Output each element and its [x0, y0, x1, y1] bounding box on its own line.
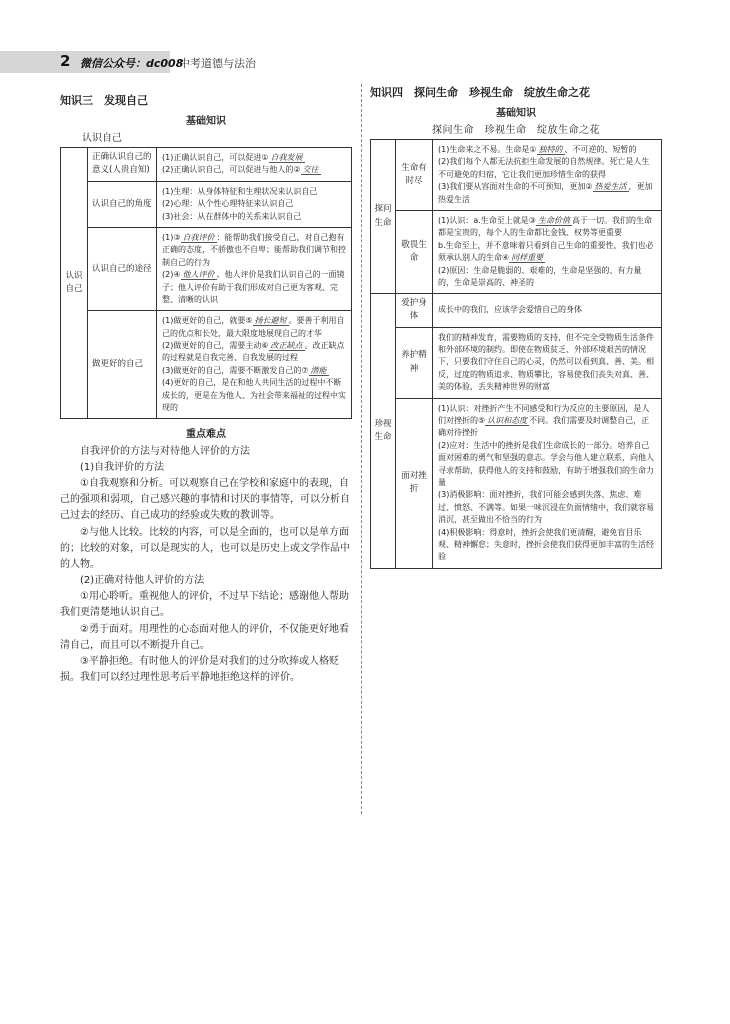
row-content — [433, 327, 662, 398]
basic-knowledge-title: 基础知识 — [496, 108, 536, 119]
content-line — [162, 164, 346, 176]
handwritten-answer: 热爱生活 — [594, 182, 627, 192]
key-paragraph: 自我评价的方法与对待他人评价的方法 — [80, 445, 250, 457]
key-paragraph: ①自我观察和分析。可以观察自己在学校和家庭中的表现，自己的强项和弱项，自己感兴趣的事情和讨厌的事情等，可以分析自己过去的经历、自己成功的经验或失败的教训等。 — [60, 477, 350, 522]
right-column — [370, 84, 662, 569]
line-text: 。要善于利用自己的优点和长处，最大限度地展现自己的才华 — [162, 316, 345, 338]
table-row — [371, 398, 662, 568]
line-text: (3)消极影响：面对挫折，我们可能会感到失落、焦虑、难过、愤怒、不满等。如果一味沉浸在负面情绪中，我们就容易消沉，甚至做出不恰当的行为 — [438, 490, 654, 525]
content-line — [438, 304, 656, 316]
row-content — [157, 148, 352, 182]
content-line — [438, 332, 656, 394]
line-text: 。改正缺点的过程就是自我完善、自我发展的过程 — [162, 341, 345, 363]
handwritten-answer: 同样重要 — [511, 253, 544, 263]
content-line — [438, 240, 656, 265]
row-content — [157, 227, 352, 310]
handwritten-answer: 自我评价 — [182, 232, 215, 242]
row-label: 正确认识自己的意义(人贵自知) — [88, 148, 157, 182]
content-line — [438, 181, 656, 206]
content-line — [162, 377, 346, 414]
line-text: 成长中的我们，应该学会爱惜自己的身体 — [438, 305, 582, 315]
line-text: 高于一切。我们的生命都是宝贵的，每个人的生命都比金钱、权势等更重要 — [438, 215, 652, 238]
handwritten-answer: 自我发展 — [270, 153, 303, 162]
handwritten-answer: 交往 — [302, 165, 319, 175]
wechat-account: 微信公众号：dc008 — [80, 57, 184, 70]
table-row — [61, 227, 352, 310]
handwritten-answer: 扬长避短 — [254, 316, 287, 326]
row-label: 认识自己的角度 — [88, 181, 157, 227]
content-line — [162, 269, 346, 306]
row-content — [433, 140, 662, 211]
key-paragraph: (1)自我评价的方法 — [80, 461, 165, 473]
line-text: 不同。我们需要及时调整自己，正确对待挫折 — [438, 415, 650, 438]
line-text: (1)③ — [162, 232, 181, 242]
content-line — [162, 365, 346, 377]
content-line — [438, 489, 656, 526]
handwritten-answer: 改正缺点 — [270, 341, 303, 351]
row-label: 面对挫折 — [396, 398, 433, 568]
content-line — [162, 315, 346, 340]
key-paragraph: ②勇于面对。用理性的心态面对他人的评价，不仅能更好地看清自己，而且可以不断提升自己。 — [60, 623, 349, 651]
handwritten-answer: 潜能 — [310, 365, 327, 375]
key-paragraph: (2)正确对待他人评价的方法 — [80, 575, 205, 587]
line-text: (2)我们每个人都无法抗拒生命发展的自然规律。死亡是人生不可避免的归宿，它让我们更加珍惜生命的获得 — [438, 157, 650, 179]
group-label: 认识自己 — [61, 148, 88, 419]
content-line — [162, 198, 346, 210]
key-points — [60, 427, 352, 686]
subject-title: 中考道德与法治 — [179, 57, 256, 70]
row-content — [157, 311, 352, 419]
knowledge-table-right — [370, 139, 662, 569]
line-text: (2)心理：从个性心理特征来认识自己 — [162, 199, 294, 209]
line-text: (1)认识：a.生命至上就是③ — [438, 215, 536, 225]
content-line — [162, 340, 346, 365]
table-row — [371, 140, 662, 211]
row-content — [433, 210, 662, 293]
section-title-4: 知识四 探问生命 珍视生命 绽放生命之花 — [370, 86, 590, 99]
line-text: (2)做更好的自己，需要主动⑥ — [162, 341, 269, 351]
content-line — [438, 215, 656, 240]
content-line — [438, 527, 656, 564]
column-divider — [361, 84, 362, 814]
line-text: b.生命至上，并不意味着只看到自己生命的重要性，我们也必须承认别人的生命④ — [438, 240, 654, 263]
line-text: 。他人评价是我们认识自己的一面镜子；他人评价有助于我们形成对自己更为客观、完整、清晰的认识 — [162, 270, 345, 304]
section-title-3: 知识三 发现自己 — [60, 94, 148, 107]
table-row — [61, 148, 352, 182]
handwritten-answer: 生命价值 — [537, 215, 570, 225]
line-text: (3)做更好的自己，需要不断激发自己的⑦ — [162, 365, 309, 375]
handwritten-answer: 认识和态度 — [487, 415, 528, 425]
content-line — [162, 152, 346, 164]
key-paragraph: ③平静拒绝。有时他人的评价是对我们的过分吹捧或人格贬损。我们可以经过理性思考后平静地拒绝这样的评价。 — [60, 656, 339, 684]
line-text: (4)更好的自己，是在和他人共同生活的过程中不断成长的，更是在为他人、为社会带来福祉的过程中实现的 — [162, 378, 346, 413]
line-text: (1)认识：对挫折产生不同感受和行为反应的主要原因，是人们对挫折的⑤ — [438, 403, 650, 425]
content-line — [162, 186, 346, 198]
line-text: (1)做更好的自己，就要⑤ — [162, 316, 253, 326]
row-content — [433, 398, 662, 568]
line-text: (2)应对：生活中的挫折是我们生命成长的一部分。培养自己面对困难的勇气和坚强的意志。学会与他人建立联系，向他人寻求帮助，获得他人的支持和鼓励，有助于增强我们的生命力量 — [438, 440, 654, 487]
line-text: 、不可逆的、短暂的 — [564, 145, 637, 154]
row-label: 做更好的自己 — [88, 311, 157, 419]
content-line — [162, 211, 346, 223]
line-text: (2)正确认识自己，可以促进与他人的② — [162, 165, 301, 175]
content-line — [162, 232, 346, 269]
row-label: 敬畏生命 — [396, 210, 433, 293]
content-line — [438, 440, 656, 490]
handwritten-answer: 独特的 — [538, 145, 563, 154]
line-text: ，更加热爱生活 — [438, 182, 653, 204]
table-row — [371, 327, 662, 398]
line-text: (2)原因：生命是脆弱的、艰难的，生命是坚强的、有力量的，生命是崇高的、神圣的 — [438, 265, 642, 287]
page-header — [0, 51, 285, 73]
line-text: (1)生理：从身体特征和生理状况来认识自己 — [162, 186, 318, 196]
row-label: 认识自己的途径 — [88, 227, 157, 310]
line-text: 我们的精神发育，需要物质的支持，但不完全受物质生活条件和外部环境的制约。即使在物质贫乏、外部环境艰苦的情况下，只要我们守住自己的心灵，仍然可以看到真、善、美。相反，过度的物质追求、物质攀比，容易使我们丧失对真、善、美的体验，丢失精神世界的财富 — [438, 332, 654, 392]
page-number: 2 — [60, 52, 71, 70]
knowledge-table-left — [60, 147, 352, 419]
left-column — [60, 92, 352, 686]
group-label: 珍视生命 — [371, 294, 396, 568]
content-line — [438, 144, 656, 156]
content-line — [438, 403, 656, 440]
content-line — [438, 265, 656, 290]
table-caption: 探问生命 珍视生命 绽放生命之花 — [432, 125, 600, 136]
line-text: ：能帮助我们接受自己，对自己抱有正确的态度，不骄傲也不自卑；能帮助我们调节和控制自己的行为 — [162, 232, 346, 267]
line-text: (3)社会：从在群体中的关系来认识自己 — [162, 211, 302, 221]
table-row — [371, 210, 662, 293]
row-content — [433, 294, 662, 327]
key-points-title: 重点难点 — [186, 429, 226, 441]
line-text: (1)生命来之不易。生命是① — [438, 145, 537, 154]
row-label: 爱护身体 — [396, 294, 433, 327]
table-row — [371, 294, 662, 327]
key-paragraph: ①用心聆听。重视他人的评价，不过早下结论；感谢他人帮助我们更清楚地认识自己。 — [60, 591, 349, 619]
row-content — [157, 181, 352, 227]
line-text: (1)正确认识自己，可以促进① — [162, 153, 269, 162]
line-text: (3)我们要从容面对生命的不可预知，更加② — [438, 182, 593, 192]
group-label: 探问生命 — [371, 140, 396, 294]
line-text: (2)④ — [162, 270, 181, 280]
table-caption: 认识自己 — [82, 133, 122, 144]
basic-knowledge-title: 基础知识 — [186, 116, 226, 127]
content-line — [438, 156, 656, 181]
table-row — [61, 181, 352, 227]
row-label: 养护精神 — [396, 327, 433, 398]
table-row — [61, 311, 352, 419]
line-text: (4)积极影响：得意时，挫折会使我们更清醒，避免盲目乐观、精神懈怠；失意时，挫折会使我们获得更加丰富的生活经验 — [438, 527, 654, 562]
key-paragraph: ②与他人比较。比较的内容，可以是全面的，也可以是单方面的；比较的对象，可以是现实的人，也可以是历史上或文学作品中的人物。 — [60, 526, 350, 570]
row-label: 生命有时尽 — [396, 140, 433, 211]
handwritten-answer: 他人评价 — [182, 270, 215, 280]
